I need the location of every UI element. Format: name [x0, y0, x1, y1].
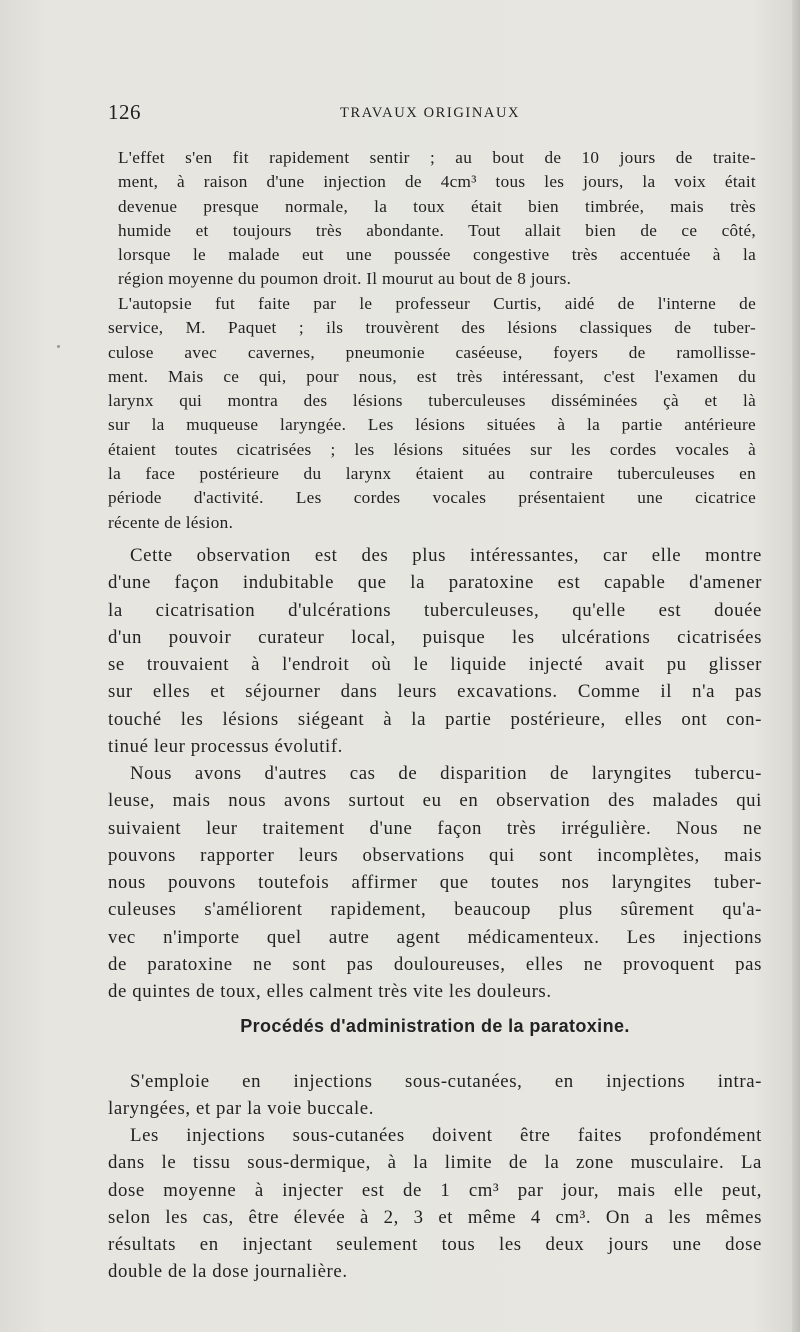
- text-line: L'autopsie fut faite par le professeur Curtis, aidé de l'interne de: [118, 294, 756, 313]
- text-line: larynx qui montra des lésions tuberculeuses disséminées çà et là: [108, 391, 756, 411]
- text-line: résultats en injectant seulement tous les deux jours une dose: [108, 1234, 762, 1256]
- paragraph-observation: [108, 542, 762, 760]
- text-line: S'emploie en injections sous-cutanées, en injections intra-: [130, 1071, 762, 1092]
- text-line: touché les lésions siégeant à la partie postérieure, elles ont con-: [108, 708, 762, 730]
- text-line: culeuses s'améliorent rapidement, beaucoup plus sûrement qu'a-: [108, 899, 762, 921]
- paragraph-other-cases: [108, 760, 762, 1006]
- text-line: devenue presque normale, la toux était bien timbrée, mais très: [118, 196, 756, 216]
- text-line: humide et toujours très abondante. Tout allait bien de ce côté,: [118, 220, 756, 240]
- text-line: culose avec cavernes, pneumonie caséeuse, foyers de ramollisse-: [108, 342, 756, 362]
- text-line: service, M. Paquet ; ils trouvèrent des lésions classiques de tuber-: [108, 318, 756, 338]
- text-line: sur la muqueuse laryngée. Les lésions situées à la partie antérieure: [108, 415, 756, 435]
- text-line: récente de lésion.: [108, 512, 234, 532]
- text-line: Nous avons d'autres cas de disparition de laryngites tubercu-: [130, 763, 762, 784]
- page-edge-shadow: [792, 0, 800, 1332]
- text-line: période d'activité. Les cordes vocales présentaient une cicatrice: [108, 488, 756, 508]
- text-line: tinué leur processus évolutif.: [108, 736, 343, 758]
- paragraph-autopsy: [108, 292, 756, 535]
- text-line: la face postérieure du larynx étaient au contraire tuberculeuses en: [108, 464, 756, 484]
- running-head: TRAVAUX ORIGINAUX: [340, 105, 521, 121]
- text-line: d'une façon indubitable que la paratoxine est capable d'amener: [108, 572, 762, 594]
- text-line: la cicatrisation d'ulcérations tuberculeuses, qu'elle est douée: [108, 599, 762, 621]
- text-line: vec n'importe quel autre agent médicamenteux. Les injections: [108, 926, 762, 948]
- paragraph-usage: [108, 1068, 762, 1123]
- text-line: d'un pouvoir curateur local, puisque les ulcérations cicatrisées: [108, 626, 762, 648]
- page-number: 126: [108, 100, 141, 124]
- text-line: pouvons rapporter leurs observations qui sont incomplètes, mais: [108, 844, 762, 866]
- text-line: dose moyenne à injecter est de 1 cm³ par jour, mais elle peut,: [108, 1179, 762, 1201]
- text-line: de quintes de toux, elles calment très vite les douleurs.: [108, 981, 552, 1003]
- text-line: Cette observation est des plus intéressantes, car elle montre: [130, 545, 762, 566]
- text-line: ment, à raison d'une injection de 4cm³ tous les jours, la voix était: [118, 172, 756, 192]
- text-line: nous pouvons toutefois affirmer que toutes nos laryngites tuber-: [108, 872, 762, 894]
- text-line: région moyenne du poumon droit. Il mourut au bout de 8 jours.: [118, 269, 572, 289]
- text-line: Les injections sous-cutanées doivent être faites profondément: [130, 1125, 762, 1146]
- text-line: sur elles et séjourner dans leurs excavations. Comme il n'a pas: [108, 681, 762, 703]
- paragraph-effect: [108, 146, 756, 292]
- paragraph-subcutaneous: [108, 1122, 762, 1286]
- text-line: dans le tissu sous-dermique, à la limite de la zone musculaire. La: [108, 1152, 762, 1174]
- text-line: L'effet s'en fit rapidement sentir ; au bout de 10 jours de traite-: [118, 148, 756, 167]
- text-line: suivaient leur traitement d'une façon très irrégulière. Nous ne: [108, 817, 762, 839]
- text-line: leuse, mais nous avons surtout eu en observation des malades qui: [108, 790, 762, 812]
- section-heading: Procédés d'administration de la paratoxine.: [240, 1016, 630, 1036]
- text-line: étaient toutes cicatrisées ; les lésions situées sur les cordes vocales à: [108, 439, 756, 459]
- text-line: lorsque le malade eut une poussée congestive très accentuée à la: [118, 245, 756, 265]
- text-line: se trouvaient à l'endroit où le liquide injecté avait pu glisser: [108, 654, 762, 676]
- text-line: ment. Mais ce qui, pour nous, est très intéressant, c'est l'examen du: [108, 366, 756, 386]
- text-line: double de la dose journalière.: [108, 1261, 348, 1283]
- text-line: selon les cas, être élevée à 2, 3 et même 4 cm³. On a les mêmes: [108, 1206, 762, 1228]
- text-line: de paratoxine ne sont pas douloureuses, elles ne provoquent pas: [108, 954, 762, 976]
- page-header: [108, 100, 762, 126]
- paper-speck: [57, 345, 60, 348]
- text-line: laryngées, et par la voie buccale.: [108, 1098, 374, 1120]
